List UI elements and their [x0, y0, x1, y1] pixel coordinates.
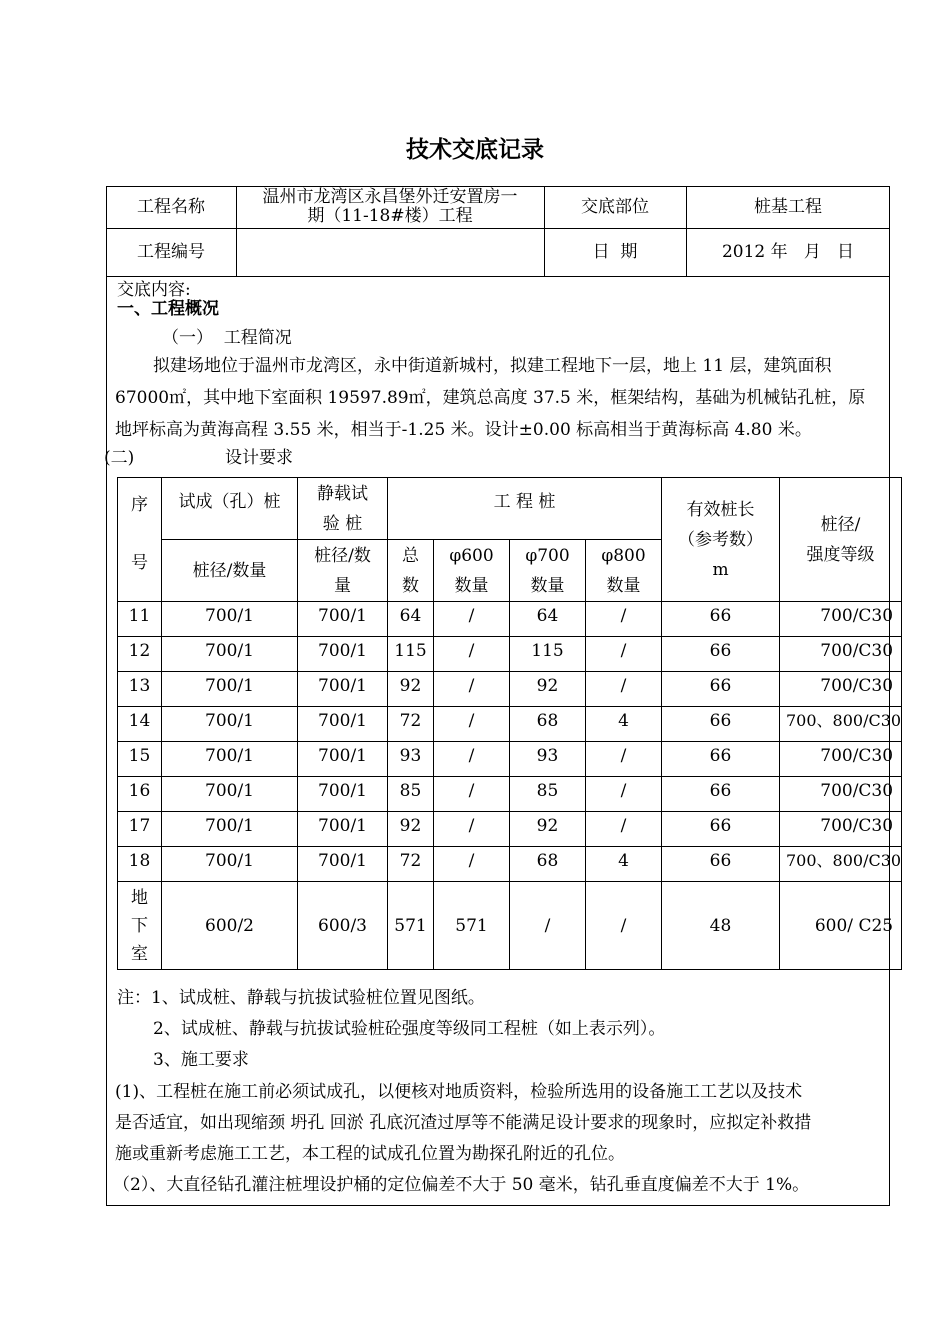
header-phi600-line: φ600: [449, 545, 494, 566]
cell-phi800: /: [586, 777, 662, 812]
project-name-value: [236, 186, 544, 228]
cell-static: 700/1: [298, 742, 388, 777]
cell-length: 66: [662, 637, 780, 672]
cell-static: 700/1: [298, 847, 388, 882]
cell-trial: 700/1: [162, 672, 298, 707]
cell-trial: 700/1: [162, 637, 298, 672]
cell-total: 64: [388, 602, 434, 637]
requirement-line: （2）、大直径钻孔灌注桩埋设护桶的定位偏差不大于 50 毫米，钻孔垂直度偏差不大于 1%。: [113, 1175, 810, 1195]
header-static-line: 验 桩: [322, 513, 363, 534]
project-no-value: [236, 228, 544, 276]
header-phi700-line: 数量: [530, 575, 565, 596]
note-line: 注：1、试成桩、静载与抗拔试验桩位置见图纸。: [117, 988, 485, 1008]
cell-total: 72: [388, 847, 434, 882]
cell-grade: 700/C30: [780, 812, 902, 847]
location-value: 桩基工程: [754, 197, 822, 217]
header-seq-bottom: 号: [131, 553, 148, 573]
header-phi800: [586, 540, 662, 602]
header-phi700-line: φ700: [525, 545, 570, 566]
cell-phi700: 68: [510, 847, 586, 882]
cell-grade: 700、800/C30: [780, 707, 902, 742]
cell-phi700: 93: [510, 742, 586, 777]
cell-length: 66: [662, 847, 780, 882]
cell-seq-line: 地: [131, 887, 148, 908]
cell-seq: 16: [118, 777, 162, 812]
table-row: [118, 812, 902, 847]
cell-total: 92: [388, 672, 434, 707]
table-row: [118, 847, 902, 882]
cell-phi600: /: [434, 812, 510, 847]
pile-table: [117, 477, 902, 970]
cell-total: 571: [388, 882, 434, 970]
table-row: [118, 707, 902, 742]
header-grade-line: 强度等级: [806, 544, 875, 565]
cell-grade: 700/C30: [780, 637, 902, 672]
cell-phi600: /: [434, 777, 510, 812]
paragraph-line: 地坪标高为黄海高程 3.55 米，相当于-1.25 米。设计±0.00 标高相当于黄海标高 4.80 米。: [115, 420, 812, 440]
cell-phi700: 92: [510, 812, 586, 847]
cell-trial: 600/2: [162, 882, 298, 970]
requirement-line: 施或重新考虑施工工艺，本工程的试成孔位置为勘探孔附近的孔位。: [115, 1144, 625, 1164]
cell-seq: 15: [118, 742, 162, 777]
cell-phi600: 571: [434, 882, 510, 970]
cell-grade: 700/C30: [780, 672, 902, 707]
cell-static: 600/3: [298, 882, 388, 970]
cell-grade: 700/C30: [780, 602, 902, 637]
project-name-line: 期（11-18#楼）工程: [307, 206, 473, 226]
header-length-line: 有效桩长: [686, 499, 755, 520]
content-label: 交底内容:: [117, 280, 191, 300]
cell-seq: 13: [118, 672, 162, 707]
cell-phi700: 64: [510, 602, 586, 637]
cell-phi700: 68: [510, 707, 586, 742]
cell-length: 66: [662, 602, 780, 637]
header-static-sub-line: 量: [334, 575, 351, 596]
cell-trial: 700/1: [162, 602, 298, 637]
header-length-line: （参考数）: [678, 529, 763, 550]
cell-phi800: /: [586, 742, 662, 777]
header-static: [298, 478, 388, 540]
cell-trial: 700/1: [162, 742, 298, 777]
section-heading: 一、工程概况: [117, 299, 219, 319]
subsection-number: (二): [104, 448, 135, 468]
header-seq-top: 序: [131, 495, 148, 515]
cell-phi800: /: [586, 602, 662, 637]
table-row-basement: [118, 882, 902, 970]
cell-seq-line: 下: [131, 915, 148, 936]
cell-trial: 700/1: [162, 812, 298, 847]
cell-seq: [118, 882, 162, 970]
cell-seq-line: 室: [131, 943, 148, 964]
cell-trial: 700/1: [162, 707, 298, 742]
cell-grade: 600/ C25: [780, 882, 902, 970]
cell-phi600: /: [434, 672, 510, 707]
cell-seq: 17: [118, 812, 162, 847]
paragraph-line: 拟建场地位于温州市龙湾区，永中街道新城村，拟建工程地下一层，地上 11 层，建筑面积: [153, 356, 832, 376]
cell-phi600: /: [434, 637, 510, 672]
cell-static: 700/1: [298, 777, 388, 812]
table-row: [118, 637, 902, 672]
cell-phi700: 115: [510, 637, 586, 672]
header-phi600: [434, 540, 510, 602]
cell-phi800: /: [586, 882, 662, 970]
requirement-line: 是否适宜，如出现缩颈 坍孔 回淤 孔底沉渣过厚等不能满足设计要求的现象时，应拟定补救措: [115, 1113, 812, 1133]
date-value: 2012 年 月 日: [721, 242, 855, 262]
subsection-heading: 设计要求: [225, 448, 293, 468]
subsection-heading: （一） 工程简况: [162, 328, 292, 348]
header-grade: [780, 478, 902, 602]
cell-length: 66: [662, 672, 780, 707]
cell-grade: 700/C30: [780, 742, 902, 777]
header-phi800-line: 数量: [606, 575, 641, 596]
paragraph-line: 67000㎡，其中地下室面积 19597.89㎡，建筑总高度 37.5 米，框架结构，基础为机械钻孔桩，原: [115, 388, 866, 408]
project-name-line: 温州市龙湾区永昌堡外迁安置房一: [262, 187, 518, 207]
cell-phi700: 92: [510, 672, 586, 707]
header-seq: [118, 478, 162, 602]
cell-phi600: /: [434, 602, 510, 637]
cell-seq: 11: [118, 602, 162, 637]
cell-static: 700/1: [298, 602, 388, 637]
header-phi600-line: 数量: [454, 575, 489, 596]
cell-length: 66: [662, 707, 780, 742]
cell-phi700: /: [510, 882, 586, 970]
header-trial: 试成（孔）桩: [162, 478, 298, 540]
header-total-line: 总: [402, 545, 419, 566]
header-static-sub: [298, 540, 388, 602]
header-length-line: m: [712, 559, 729, 580]
cell-trial: 700/1: [162, 847, 298, 882]
cell-trial: 700/1: [162, 777, 298, 812]
project-name-label: 工程名称: [137, 197, 205, 217]
header-trial-sub: 桩径/数量: [162, 540, 298, 602]
cell-static: 700/1: [298, 707, 388, 742]
cell-static: 700/1: [298, 637, 388, 672]
header-grade-line: 桩径/: [820, 514, 861, 535]
cell-grade: 700/C30: [780, 777, 902, 812]
cell-total: 115: [388, 637, 434, 672]
cell-seq: 18: [118, 847, 162, 882]
cell-phi800: /: [586, 672, 662, 707]
cell-phi800: 4: [586, 707, 662, 742]
header-total: [388, 540, 434, 602]
header-total-line: 数: [402, 575, 419, 596]
cell-phi800: 4: [586, 847, 662, 882]
cell-length: 48: [662, 882, 780, 970]
document-title: 技术交底记录: [406, 137, 544, 163]
cell-length: 66: [662, 812, 780, 847]
cell-phi800: /: [586, 812, 662, 847]
date-label: 日 期: [592, 242, 638, 262]
cell-phi600: /: [434, 707, 510, 742]
cell-seq: 14: [118, 707, 162, 742]
header-phi700: [510, 540, 586, 602]
cell-grade: 700、800/C30: [780, 847, 902, 882]
table-row: [118, 777, 902, 812]
header-static-sub-line: 桩径/数: [314, 545, 371, 566]
table-row: [118, 742, 902, 777]
cell-phi700: 85: [510, 777, 586, 812]
cell-phi800: /: [586, 637, 662, 672]
cell-total: 72: [388, 707, 434, 742]
cell-phi600: /: [434, 742, 510, 777]
table-row: [118, 602, 902, 637]
cell-total: 93: [388, 742, 434, 777]
location-label: 交底部位: [581, 197, 649, 217]
note-line: 2、试成桩、静载与抗拔试验桩砼强度等级同工程桩（如上表示列）。: [153, 1019, 666, 1039]
cell-length: 66: [662, 742, 780, 777]
cell-seq: 12: [118, 637, 162, 672]
header-engineering: 工 程 桩: [388, 478, 662, 540]
note-line: 3、施工要求: [153, 1050, 249, 1070]
table-row: [118, 672, 902, 707]
header-phi800-line: φ800: [601, 545, 646, 566]
cell-phi600: /: [434, 847, 510, 882]
cell-static: 700/1: [298, 672, 388, 707]
cell-total: 85: [388, 777, 434, 812]
cell-length: 66: [662, 777, 780, 812]
requirement-line: (1)、工程桩在施工前必须试成孔，以便核对地质资料，检验所选用的设备施工工艺以及技术: [115, 1082, 803, 1102]
header-bottom-divider: [106, 276, 890, 277]
cell-static: 700/1: [298, 812, 388, 847]
header-length: [662, 478, 780, 602]
header-static-line: 静载试: [317, 483, 368, 504]
project-no-label: 工程编号: [137, 242, 205, 262]
cell-total: 92: [388, 812, 434, 847]
